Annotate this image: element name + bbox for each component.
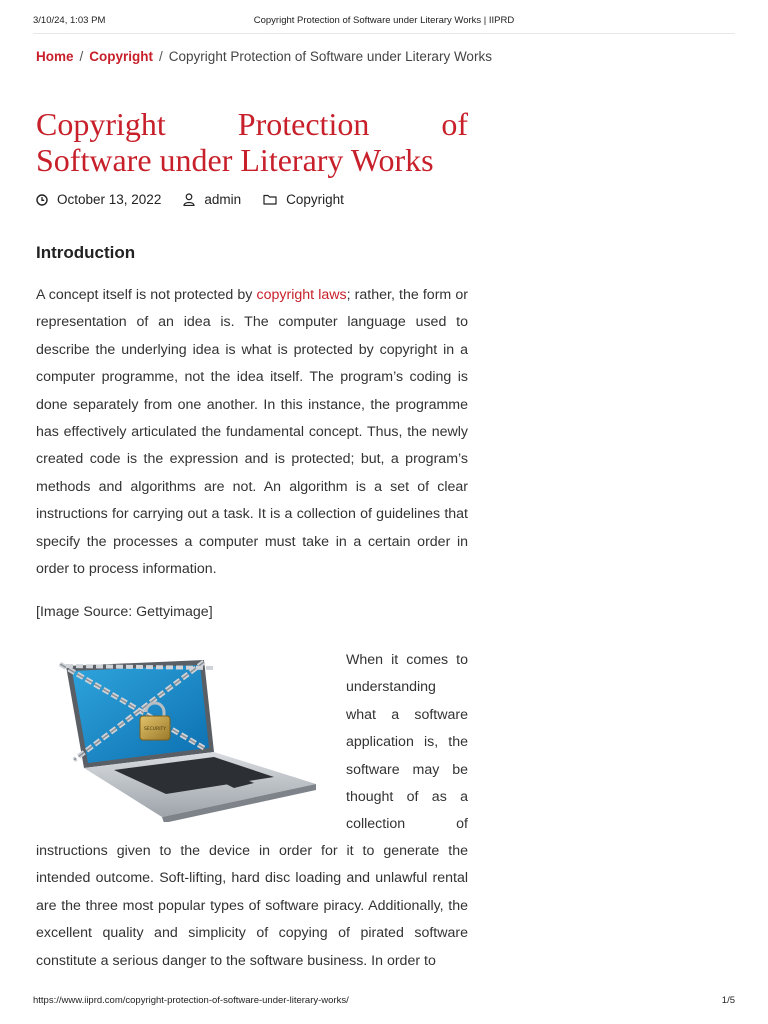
post-date-text: October 13, 2022: [57, 192, 162, 207]
wrap-line: application is, the: [346, 734, 468, 751]
breadcrumb-separator: /: [159, 49, 163, 64]
section-heading-introduction: Introduction: [36, 243, 136, 262]
breadcrumb: [36, 49, 492, 64]
wrap-line: understanding: [346, 679, 436, 696]
wrap-text-beside-image: [346, 647, 468, 839]
article-title-line2: Software under Literary Works: [36, 142, 434, 178]
article-title: [36, 106, 468, 178]
wrap-line: what a software: [346, 706, 468, 723]
wrap-line: When it comes to: [346, 652, 468, 668]
intro-text-rest: ; rather, the form or representation of an idea is. The computer language used to describe the underlying idea is what is protected by copyright in a computer programme, not the idea itself. The program’s coding is done separately from one another. In this instance, the programme has effectively articulated the fundamental concept. Thus, the newly created code is the expression and is protected; but, a program’s methods and algorithms are not. An algorithm is a set of clear instructions for carrying out a task. It is a collection of guidelines that specify the processes a computer must take in a certain order in order to process information.: [36, 287, 468, 578]
user-icon: [183, 193, 195, 206]
post-meta: [36, 192, 366, 207]
wrap-line: thought of as a: [346, 789, 468, 806]
clock-icon: [36, 194, 48, 206]
folder-icon: [263, 194, 277, 205]
post-date: [36, 192, 161, 207]
print-page-title: Copyright Protection of Software under Literary Works | IIPRD: [253, 15, 515, 26]
post-category[interactable]: [263, 192, 344, 207]
wrap-line: collection of: [346, 816, 468, 833]
print-header: [33, 15, 735, 33]
print-url: https://www.iiprd.com/copyright-protection-of-software-under-literary-works/: [33, 995, 349, 1006]
padlock-label: SECURITY: [143, 727, 167, 732]
intro-text-start: A concept itself is not protected by: [36, 287, 257, 303]
breadcrumb-home-link[interactable]: Home: [36, 49, 74, 64]
copyright-laws-link[interactable]: copyright laws: [256, 287, 347, 303]
post-author-text: admin: [204, 192, 242, 207]
breadcrumb-current: Copyright Protection of Software under Literary Works: [168, 49, 492, 64]
wrap-line: software may be: [346, 761, 468, 778]
image-source-caption: [Image Source: Gettyimage]: [36, 604, 213, 620]
article-title-line1: Copyright Protection of: [36, 106, 468, 142]
print-page-number: 1/5: [721, 995, 735, 1006]
piracy-paragraph: instructions given to the device in order for it to generate the intended outcome. Soft-lifting, hard disc loading and unlawful rental are the three most popular types of software piracy. Additionally, the excellent quality and simplicity of copying of pirated software constitute a serious danger to the software business. In order to: [36, 843, 468, 969]
breadcrumb-separator: /: [79, 49, 84, 64]
laptop-illustration: [54, 652, 324, 822]
post-author[interactable]: [183, 192, 241, 207]
header-divider: [33, 33, 735, 34]
post-category-text: Copyright: [286, 192, 344, 207]
intro-paragraph: [36, 282, 468, 583]
breadcrumb-category-link[interactable]: Copyright: [89, 49, 154, 64]
print-datetime: 3/10/24, 1:03 PM: [33, 15, 106, 26]
chained-laptop-image: [54, 652, 324, 822]
